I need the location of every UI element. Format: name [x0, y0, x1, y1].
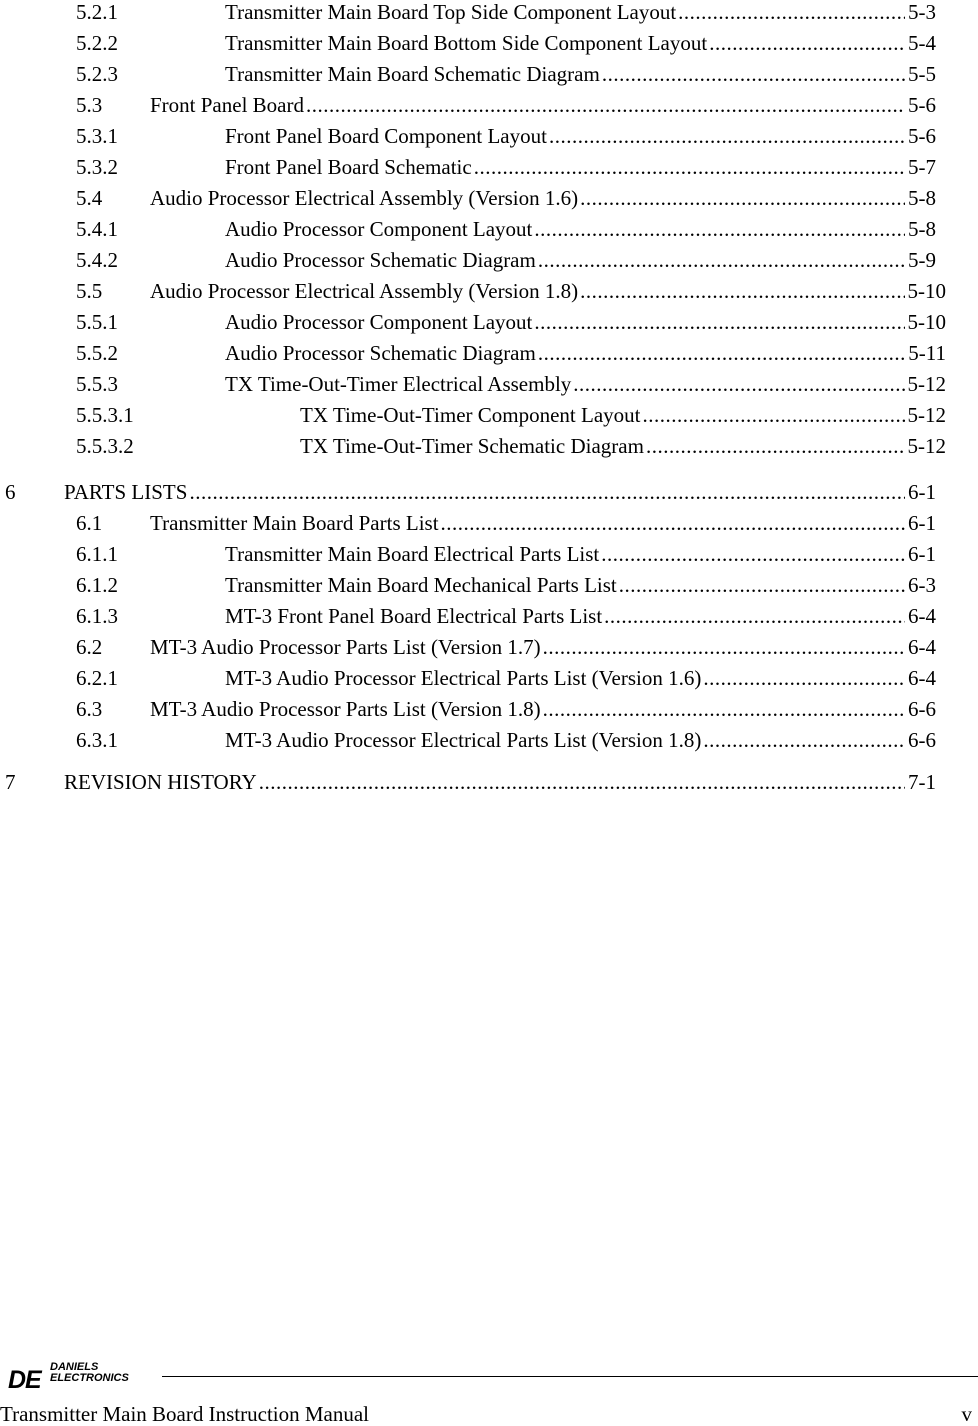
- toc-entry-number: 5.4.1: [76, 217, 118, 241]
- toc-entry-number: 6.3: [76, 697, 103, 721]
- toc-entry-title: TX Time-Out-Timer Electrical Assembly: [225, 372, 572, 396]
- logo-mark: DE: [8, 1366, 41, 1394]
- toc-leader-dots: [536, 248, 905, 272]
- logo-line-electronics: ELECTRONICS: [50, 1372, 129, 1384]
- toc-entry-page: 6-3: [908, 573, 936, 597]
- toc-leader-dots: [578, 186, 905, 210]
- toc-entry-page: 5-6: [908, 124, 936, 148]
- toc-entry-title: Audio Processor Electrical Assembly (Version 1.8): [150, 279, 579, 303]
- toc-entry-number: 5.5.2: [76, 341, 118, 365]
- toc-entry-title: MT-3 Audio Processor Electrical Parts List (Version 1.8): [225, 728, 702, 752]
- toc-entry-title: Transmitter Main Board Mechanical Parts List: [225, 573, 617, 597]
- toc-entry-number: 6.1.3: [76, 604, 118, 628]
- toc-entry-page: 5-7: [908, 155, 936, 179]
- toc-entry-number: 5.5.1: [76, 310, 118, 334]
- toc-entry-page: 5-11: [908, 341, 946, 365]
- toc-entry-title: TX Time-Out-Timer Component Layout: [300, 403, 641, 427]
- toc-entry-title: PARTS LISTS: [64, 480, 188, 504]
- toc-entry-title: Front Panel Board Schematic: [225, 155, 472, 179]
- toc-entry-number: 5.5.3.2: [76, 434, 134, 458]
- toc-entry-page: 6-6: [908, 697, 936, 721]
- toc-leader-dots: [701, 666, 905, 690]
- toc-leader-dots: [257, 770, 905, 794]
- footer-document-title: Transmitter Main Board Instruction Manual: [0, 1402, 370, 1426]
- toc-entry-page: 6-1: [908, 480, 936, 504]
- toc-entry-title: TX Time-Out-Timer Schematic Diagram: [300, 434, 644, 458]
- toc-leader-dots: [600, 62, 905, 86]
- toc-leader-dots: [187, 480, 905, 504]
- toc-leader-dots: [541, 697, 905, 721]
- toc-entry-number: 5.4: [76, 186, 103, 210]
- toc-leader-dots: [547, 124, 905, 148]
- toc-entry-number: 6: [5, 480, 16, 504]
- footer-page-number: v: [961, 1402, 972, 1426]
- toc-leader-dots: [602, 604, 905, 628]
- toc-leader-dots: [304, 93, 905, 117]
- toc-entry-page: 5-3: [908, 0, 936, 24]
- toc-entry-number: 6.3.1: [76, 728, 118, 752]
- toc-entry-number: 5.5.3: [76, 372, 118, 396]
- toc-leader-dots: [578, 279, 904, 303]
- toc-leader-dots: [640, 403, 904, 427]
- toc-entry-title: Audio Processor Component Layout: [225, 310, 533, 334]
- toc-entry-title: Audio Processor Electrical Assembly (Version 1.6): [150, 186, 579, 210]
- toc-entry-page: 6-4: [908, 635, 936, 659]
- toc-entry-page: 6-4: [908, 666, 936, 690]
- toc-entry-page: 5-10: [907, 310, 946, 334]
- footer-divider: [162, 1376, 978, 1377]
- toc-entry-title: Front Panel Board: [150, 93, 304, 117]
- toc-entry-page: 5-12: [907, 434, 946, 458]
- toc-entry-number: 6.1.1: [76, 542, 118, 566]
- toc-entry-number: 5.5.3.1: [76, 403, 134, 427]
- toc-entry-number: 5.5: [76, 279, 103, 303]
- toc-entry-page: 5-6: [908, 93, 936, 117]
- toc-entry-page: 5-9: [908, 248, 936, 272]
- toc-entry-page: 5-5: [908, 62, 936, 86]
- toc-leader-dots: [532, 310, 904, 334]
- toc-leader-dots: [532, 217, 905, 241]
- toc-entry-title: Audio Processor Schematic Diagram: [225, 341, 536, 365]
- toc-entry-number: 6.1.2: [76, 573, 118, 597]
- toc-entry-number: 5.2.2: [76, 31, 118, 55]
- toc-entry-number: 7: [5, 770, 16, 794]
- toc-entry-number: 5.4.2: [76, 248, 118, 272]
- toc-entry-title: MT-3 Audio Processor Parts List (Version 1.7): [150, 635, 541, 659]
- toc-entry-page: 5-8: [908, 186, 936, 210]
- toc-leader-dots: [536, 341, 905, 365]
- toc-leader-dots: [541, 635, 905, 659]
- toc-entry-number: 5.3: [76, 93, 103, 117]
- toc-entry-number: 5.3.2: [76, 155, 118, 179]
- toc-leader-dots: [707, 31, 905, 55]
- toc-entry-title: Transmitter Main Board Top Side Component Layout: [225, 0, 677, 24]
- toc-entry-title: Audio Processor Schematic Diagram: [225, 248, 536, 272]
- toc-entry-number: 6.1: [76, 511, 103, 535]
- toc-leader-dots: [644, 434, 905, 458]
- toc-entry-title: Front Panel Board Component Layout: [225, 124, 547, 148]
- toc-entry-page: 5-10: [907, 279, 946, 303]
- toc-entry-title: MT-3 Audio Processor Electrical Parts List (Version 1.6): [225, 666, 702, 690]
- toc-entry-page: 7-1: [908, 770, 936, 794]
- toc-entry-page: 5-8: [908, 217, 936, 241]
- toc-entry-title: Transmitter Main Board Schematic Diagram: [225, 62, 600, 86]
- toc-entry-number: 5.2.3: [76, 62, 118, 86]
- toc-leader-dots: [472, 155, 905, 179]
- toc-entry-title: Transmitter Main Board Parts List: [150, 511, 439, 535]
- toc-entry-page: 6-1: [908, 542, 936, 566]
- toc-entry-title: Audio Processor Component Layout: [225, 217, 533, 241]
- toc-leader-dots: [676, 0, 905, 24]
- toc-entry-page: 5-12: [907, 403, 946, 427]
- toc-leader-dots: [439, 511, 905, 535]
- toc-leader-dots: [571, 372, 904, 396]
- toc-entry-title: REVISION HISTORY: [64, 770, 257, 794]
- toc-entry-page: 6-6: [908, 728, 936, 752]
- toc-entry-page: 6-1: [908, 511, 936, 535]
- toc-entry-title: Transmitter Main Board Bottom Side Component Layout: [225, 31, 708, 55]
- toc-entry-page: 6-4: [908, 604, 936, 628]
- toc-leader-dots: [599, 542, 905, 566]
- toc-leader-dots: [701, 728, 905, 752]
- toc-entry-number: 6.2.1: [76, 666, 118, 690]
- toc-entry-page: 5-12: [907, 372, 946, 396]
- toc-entry-title: Transmitter Main Board Electrical Parts List: [225, 542, 600, 566]
- toc-entry-title: MT-3 Front Panel Board Electrical Parts List: [225, 604, 603, 628]
- toc-entry-number: 5.3.1: [76, 124, 118, 148]
- toc-entry-number: 6.2: [76, 635, 103, 659]
- logo-line-daniels: DANIELS: [50, 1361, 99, 1373]
- toc-leader-dots: [617, 573, 905, 597]
- toc-entry-title: MT-3 Audio Processor Parts List (Version 1.8): [150, 697, 541, 721]
- toc-entry-number: 5.2.1: [76, 0, 118, 24]
- toc-entry-page: 5-4: [908, 31, 936, 55]
- logo-wordmark: [50, 1362, 129, 1384]
